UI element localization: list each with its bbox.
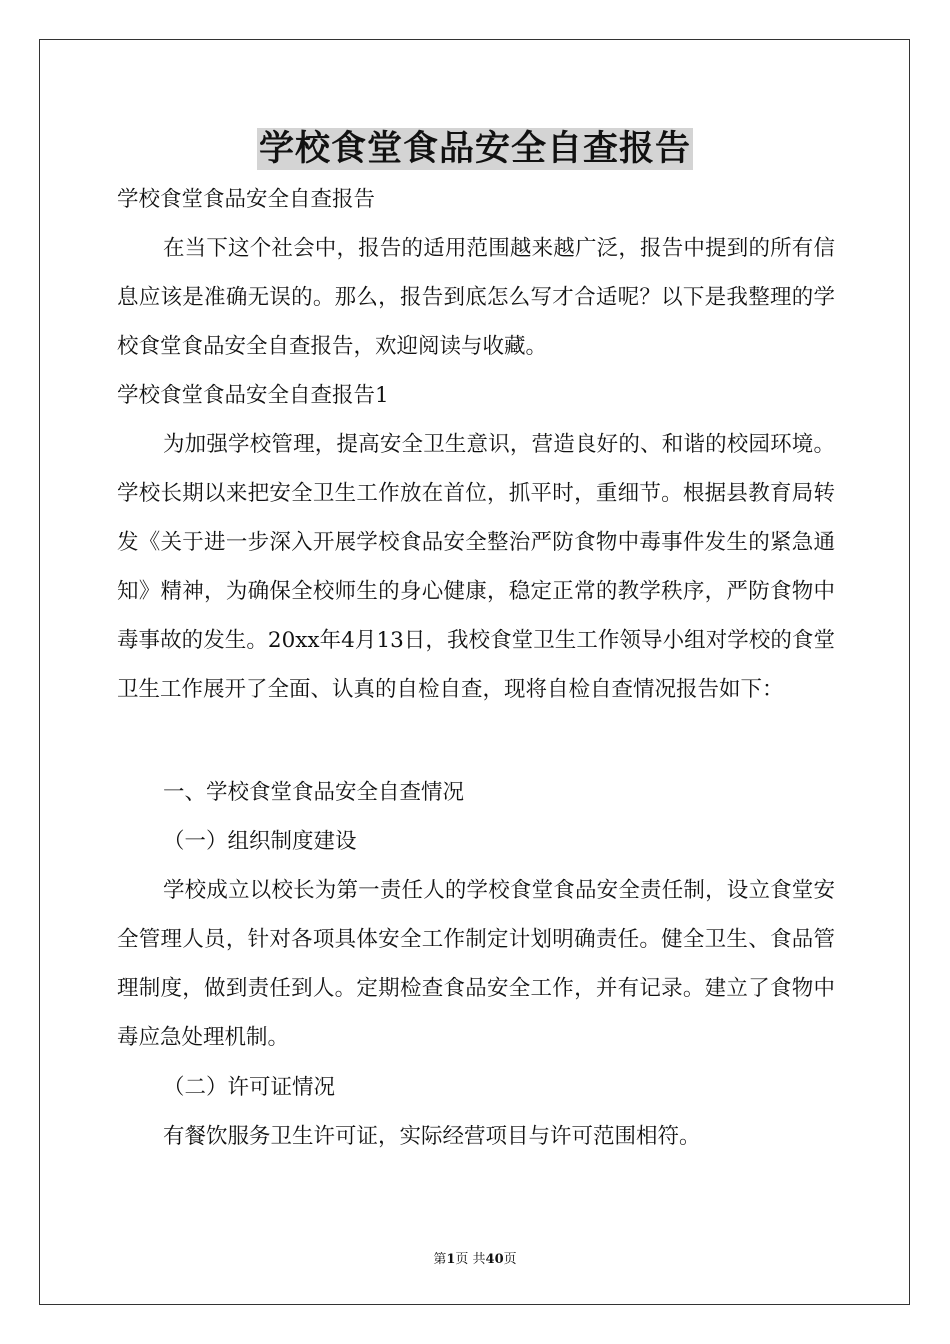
document-title: 学校食堂食品安全自查报告 [258, 128, 691, 169]
paragraph-body-3: 有餐饮服务卫生许可证，实际经营项目与许可范围相符。 [163, 1124, 701, 1149]
paragraph-heading-1: 一、学校食堂食品安全自查情况 [163, 780, 465, 805]
paragraph-section-heading: 学校食堂食品安全自查报告1 [117, 383, 389, 408]
footer-page-number: 1 [446, 1252, 456, 1267]
footer-prefix: 第 [433, 1252, 447, 1267]
paragraph-intro: 在当下这个社会中，报告的适用范围越来越广泛，报告中提到的所有信息应该是准确无误的。那么，报告到底怎么写才合适呢？以下是我整理的学校食堂食品安全自查报告，欢迎阅读与收藏。 [117, 236, 835, 359]
paragraph-subtitle: 学校食堂食品安全自查报告 [117, 187, 376, 212]
footer-suffix: 页 [503, 1252, 517, 1267]
page-footer [0, 1248, 950, 1267]
footer-mid: 页 共 [455, 1252, 486, 1267]
paragraph-subheading-2: （二）许可证情况 [163, 1075, 336, 1100]
paragraph-subheading-1: （一）组织制度建设 [163, 829, 357, 854]
title-container [0, 128, 950, 170]
paragraph-body-2: 学校成立以校长为第一责任人的学校食堂食品安全责任制，设立食堂安全管理人员，针对各项具体安全工作制定计划明确责任。健全卫生、食品管理制度，做到责任到人。定期检查食品安全工作，并有记录。建立了食物中毒应急处理机制。 [117, 878, 835, 1050]
paragraph-body: 为加强学校管理，提高安全卫生意识，营造良好的、和谐的校园环境。学校长期以来把安全卫生工作放在首位，抓平时，重细节。根据县教育局转发《关于进一步深入开展学校食品安全整治严防食物中毒事件发生的紧急通知》精神，为确保全校师生的身心健康，稳定正常的教学秩序，严防食物中毒事故的发生。20xx年4月13日，我校食堂卫生工作领导小组对学校的食堂卫生工作展开了全面、认真的自检自查，现将自检自查情况报告如下： [117, 432, 835, 702]
footer-total-pages: 40 [485, 1252, 504, 1267]
